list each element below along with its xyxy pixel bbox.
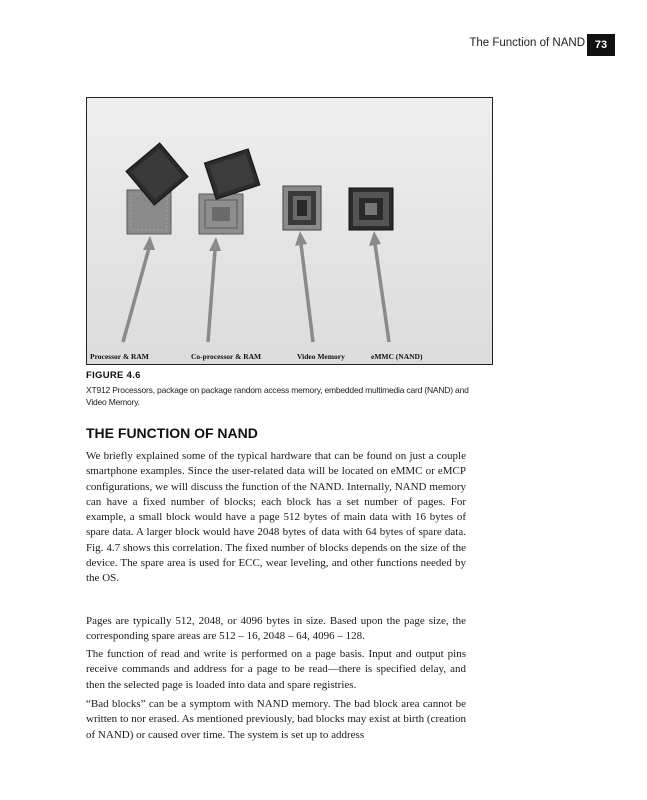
section-heading: THE FUNCTION OF NAND (86, 425, 258, 441)
figure-number: FIGURE 4.6 (86, 370, 141, 381)
running-title: The Function of NAND (469, 37, 585, 49)
figure-label-emmc: eMMC (NAND) (371, 352, 423, 361)
figure-caption: XT912 Processors, package on package random access memory, embedded multimedia card (NAND) and Video Memory. (86, 385, 469, 407)
emmc-chip (349, 188, 393, 230)
body-paragraph: The function of read and write is performed on a page basis. Input and output pins receive commands and address for a page to be read—there is specified delay, and then the selected page is loaded into data and spare registries. (86, 648, 466, 691)
figure-label-coprocessor: Co-processor & RAM (191, 352, 262, 361)
body-paragraph: We briefly explained some of the typical hardware that can be found on just a couple smartphone examples. Since the user-related data will be located on eMMC or eMCP configurations, we will discuss the function of the NAND. Internally, NAND memory can have a fixed number of blocks; each block has a set number of pages. For example, a small block would have a page 512 bytes of main data with 16 bytes of spare data. A larger block would have 2048 bytes of data with 64 bytes of spare data. Fig. 4.7 shows this correlation. The fixed number of blocks depends on the size of the device. The spare area is used for ECC, wear leveling, and other functions needed by the OS. (86, 450, 466, 585)
figure-label-video-memory: Video Memory (297, 352, 345, 361)
figure-photo (86, 97, 493, 365)
page-number: 73 (587, 34, 615, 56)
video-memory-chip (283, 186, 321, 230)
running-header (0, 34, 647, 56)
body-paragraph: “Bad blocks” can be a symptom with NAND memory. The bad block area cannot be written to nor erased. As mentioned previously, bad blocks may exist at birth (creation of NAND) or caused over time. The system is set up to address (86, 698, 466, 741)
chip-photo-illustration (87, 98, 492, 364)
body-paragraph: Pages are typically 512, 2048, or 4096 bytes in size. Based upon the page size, the corresponding spare areas are 512 – 16, 2048 – 64, 4096 – 128. (86, 615, 466, 643)
figure-label-processor: Processor & RAM (90, 352, 149, 361)
